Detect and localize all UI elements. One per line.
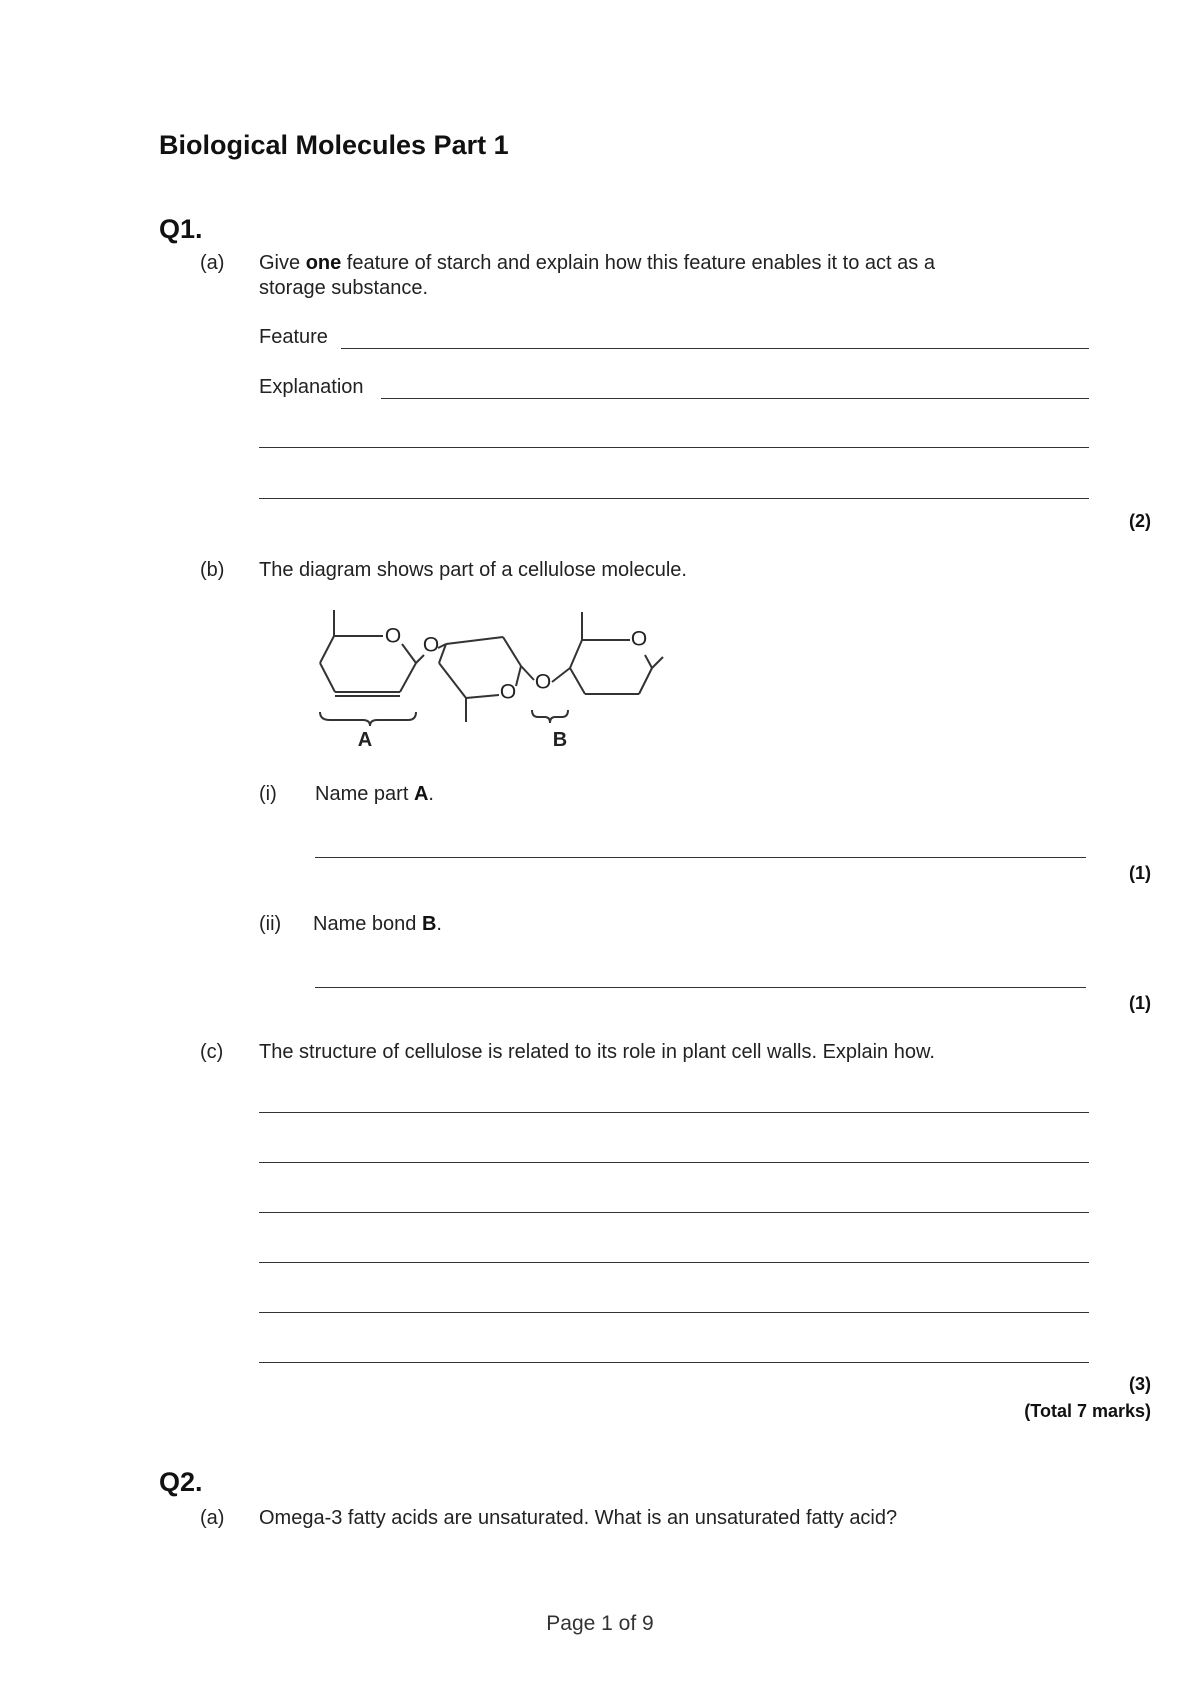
explanation-answer-line[interactable] [259, 498, 1089, 499]
q1-b-label: (b) [200, 559, 225, 581]
q1-b-ii-question: Name bond B. [313, 913, 442, 935]
ring-3-bond [652, 657, 663, 668]
ring-3-bond [570, 640, 582, 668]
q2-a-question: Omega-3 fatty acids are unsaturated. What is an unsaturated fatty acid? [259, 1507, 898, 1529]
ring-1-bond [402, 644, 416, 663]
marks-q1-a: (2) [1129, 511, 1151, 531]
ring-2-bond [516, 666, 521, 686]
answer-line-c[interactable] [259, 1212, 1089, 1213]
explanation-label: Explanation [259, 376, 364, 398]
ring-1-bond [320, 663, 335, 692]
ring-1-bond [320, 636, 334, 663]
question-number-q1: Q1. [159, 214, 203, 244]
q1-c-question: The structure of cellulose is related to its role in plant cell walls. Explain how. [259, 1041, 935, 1063]
answer-line-part-a[interactable] [315, 857, 1086, 858]
answer-line-c[interactable] [259, 1262, 1089, 1263]
glycosidic-bond [521, 666, 534, 680]
emphasis-one: one [305, 252, 342, 274]
explanation-answer-line[interactable] [381, 398, 1089, 399]
ring-3-bond [645, 655, 652, 668]
question-number-q2: Q2. [159, 1467, 203, 1497]
oxygen-atom: O [630, 627, 648, 651]
q1-a-question-line2: storage substance. [259, 277, 428, 299]
ring-2-bond [466, 695, 499, 698]
marks-q1-b-i: (1) [1129, 863, 1151, 883]
emphasis-a: A [413, 783, 429, 805]
glycosidic-bond [552, 668, 570, 682]
q1-b-i-label: (i) [259, 783, 277, 805]
q1-b-ii-label: (ii) [259, 913, 282, 935]
diagram-label-b: B [552, 729, 568, 751]
ring-3-bond [570, 668, 585, 694]
ring-2-bond [446, 637, 503, 644]
oxygen-atom: O [422, 633, 440, 657]
q2-a-label: (a) [200, 1507, 225, 1529]
marks-q1-c: (3) [1129, 1374, 1151, 1394]
brace-a [320, 712, 416, 726]
ring-3-bond [639, 668, 652, 694]
ring-2-bond [503, 637, 521, 666]
answer-line-c[interactable] [259, 1112, 1089, 1113]
diagram-label-a: A [357, 729, 373, 751]
answer-line-bond-b[interactable] [315, 987, 1086, 988]
q1-a-label: (a) [200, 252, 225, 274]
answer-line-c[interactable] [259, 1312, 1089, 1313]
feature-answer-line[interactable] [341, 348, 1089, 349]
oxygen-atom: O [384, 624, 402, 648]
feature-label: Feature [259, 326, 328, 348]
brace-b [532, 710, 568, 723]
page-title: Biological Molecules Part 1 [159, 130, 509, 160]
explanation-answer-line[interactable] [259, 447, 1089, 448]
oxygen-atom: O [534, 670, 552, 694]
q1-b-i-question: Name part A. [315, 783, 434, 805]
emphasis-b: B [421, 913, 437, 935]
total-marks-q1: (Total 7 marks) [1024, 1401, 1151, 1421]
ring-1-bond [400, 663, 416, 692]
q1-b-question: The diagram shows part of a cellulose molecule. [259, 559, 687, 581]
q1-c-label: (c) [200, 1041, 224, 1063]
marks-q1-b-ii: (1) [1129, 993, 1151, 1013]
ring-2-bond [439, 663, 466, 698]
q1-a-question: Give one feature of starch and explain how this feature enables it to act as a [259, 252, 935, 274]
answer-line-c[interactable] [259, 1362, 1089, 1363]
oxygen-atom: O [499, 680, 517, 704]
answer-line-c[interactable] [259, 1162, 1089, 1163]
page-number-footer: Page 1 of 9 [546, 1612, 654, 1635]
cellulose-diagram [300, 600, 700, 760]
